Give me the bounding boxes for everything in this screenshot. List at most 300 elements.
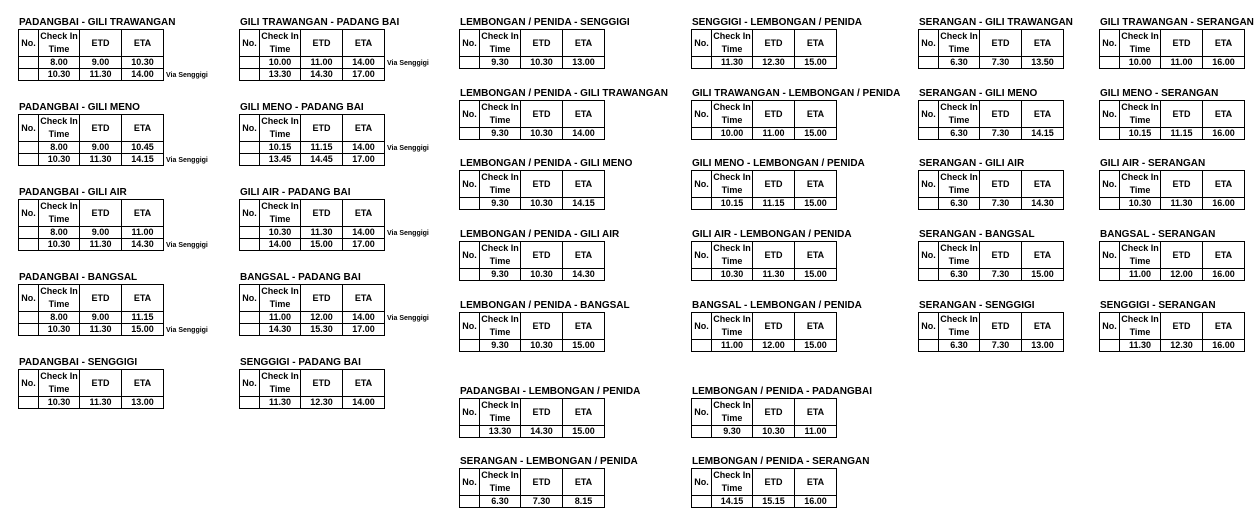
- col-header-checkin: Check In Time: [712, 242, 753, 269]
- cell-checkin: 9.30: [480, 57, 521, 69]
- cell-eta: 15.00: [122, 324, 164, 336]
- cell-no: [692, 128, 712, 140]
- table-row: [692, 496, 837, 508]
- cell-checkin: 10.00: [1120, 57, 1161, 69]
- col-header-checkin: Check In Time: [480, 469, 521, 496]
- col-header-checkin: Check In Time: [39, 30, 80, 57]
- col-header-no: No.: [460, 171, 480, 198]
- schedule-table: [459, 312, 605, 352]
- cell-checkin: 14.00: [260, 239, 301, 251]
- route-block: [18, 356, 164, 409]
- cell-no: [240, 239, 260, 251]
- cell-checkin: 10.15: [1120, 128, 1161, 140]
- route-title: SENGGIGI - LEMBONGAN / PENIDA: [692, 17, 863, 28]
- table-row: [19, 69, 164, 81]
- route-block: [1099, 87, 1245, 140]
- header-row: [1100, 30, 1245, 57]
- cell-no: [1100, 128, 1120, 140]
- header-row: [919, 30, 1064, 57]
- table-row: [240, 312, 385, 324]
- route-title: PADANGBAI - GILI MENO: [19, 102, 140, 113]
- cell-checkin: 10.30: [39, 69, 80, 81]
- cell-etd: 11.00: [301, 57, 343, 69]
- table-row: [240, 239, 385, 251]
- cell-eta: 17.00: [343, 69, 385, 81]
- col-header-eta: ETA: [563, 242, 605, 269]
- cell-no: [692, 426, 712, 438]
- route-title: BANGSAL - LEMBONGAN / PENIDA: [692, 300, 862, 311]
- col-header-no: No.: [1100, 313, 1120, 340]
- col-header-etd: ETD: [80, 285, 122, 312]
- route-block: [1099, 157, 1245, 210]
- route-block: [918, 299, 1064, 352]
- cell-eta: 14.15: [122, 154, 164, 166]
- cell-checkin: 11.00: [260, 312, 301, 324]
- col-header-eta: ETA: [795, 242, 837, 269]
- table-row: [19, 239, 164, 251]
- cell-etd: 12.30: [301, 397, 343, 409]
- cell-etd: 11.00: [753, 128, 795, 140]
- cell-checkin: 10.30: [1120, 198, 1161, 210]
- route-title: SERANGAN - GILI AIR: [919, 158, 1025, 169]
- table-row: [692, 426, 837, 438]
- route-title: LEMBONGAN / PENIDA - GILI AIR: [460, 229, 620, 240]
- cell-eta: 8.15: [563, 496, 605, 508]
- route-block: [459, 299, 630, 352]
- header-row: [19, 370, 164, 397]
- schedule-table: [691, 398, 837, 438]
- header-row: [460, 242, 605, 269]
- schedule-table: [459, 398, 605, 438]
- route-block: [691, 16, 862, 69]
- cell-no: [1100, 269, 1120, 281]
- cell-etd: 11.30: [80, 154, 122, 166]
- cell-no: [19, 312, 39, 324]
- table-row: [460, 340, 605, 352]
- table-row: [692, 340, 837, 352]
- cell-checkin: 9.30: [480, 128, 521, 140]
- col-header-eta: ETA: [563, 469, 605, 496]
- cell-no: [692, 269, 712, 281]
- cell-no: [1100, 198, 1120, 210]
- table-row: [19, 324, 164, 336]
- cell-checkin: 10.15: [260, 142, 301, 154]
- schedule-table: [459, 468, 605, 508]
- cell-etd: 11.30: [80, 69, 122, 81]
- cell-checkin: 10.30: [39, 397, 80, 409]
- col-header-checkin: Check In Time: [712, 30, 753, 57]
- route-title: PADANGBAI - BANGSAL: [19, 272, 138, 283]
- col-header-no: No.: [240, 370, 260, 397]
- cell-eta: 14.00: [122, 69, 164, 81]
- col-header-etd: ETD: [753, 242, 795, 269]
- col-header-eta: ETA: [795, 101, 837, 128]
- cell-etd: 10.30: [753, 426, 795, 438]
- col-header-etd: ETD: [980, 101, 1022, 128]
- cell-eta: 14.00: [343, 312, 385, 324]
- col-header-checkin: Check In Time: [260, 115, 301, 142]
- route-title: LEMBONGAN / PENIDA - SERANGAN: [692, 456, 870, 467]
- col-header-no: No.: [919, 242, 939, 269]
- col-header-checkin: Check In Time: [480, 242, 521, 269]
- table-row: [919, 57, 1064, 69]
- col-header-no: No.: [1100, 30, 1120, 57]
- col-header-etd: ETD: [80, 115, 122, 142]
- route-block: [918, 87, 1064, 140]
- cell-no: [240, 57, 260, 69]
- cell-no: [19, 69, 39, 81]
- route-block: [239, 16, 429, 81]
- cell-no: [460, 269, 480, 281]
- cell-no: [460, 426, 480, 438]
- route-block: [1099, 228, 1245, 281]
- cell-eta: 16.00: [1203, 128, 1245, 140]
- route-title: LEMBONGAN / PENIDA - PADANGBAI: [692, 386, 872, 397]
- col-header-no: No.: [19, 115, 39, 142]
- col-header-no: No.: [240, 115, 260, 142]
- header-row: [692, 101, 837, 128]
- route-block: [459, 16, 630, 69]
- col-header-checkin: Check In Time: [480, 101, 521, 128]
- schedule-table: [239, 284, 385, 336]
- route-block: [18, 101, 208, 166]
- schedule-table: [239, 29, 385, 81]
- col-header-checkin: Check In Time: [1120, 242, 1161, 269]
- col-header-etd: ETD: [1161, 101, 1203, 128]
- cell-checkin: 11.30: [260, 397, 301, 409]
- header-row: [240, 30, 385, 57]
- header-row: [460, 30, 605, 57]
- col-header-eta: ETA: [343, 370, 385, 397]
- cell-no: [19, 397, 39, 409]
- via-note: Via Senggigi: [387, 315, 429, 322]
- col-header-eta: ETA: [1022, 101, 1064, 128]
- cell-eta: 13.50: [1022, 57, 1064, 69]
- cell-eta: 11.00: [795, 426, 837, 438]
- route-block: [918, 228, 1064, 281]
- cell-checkin: 14.15: [712, 496, 753, 508]
- col-header-no: No.: [460, 469, 480, 496]
- cell-checkin: 14.30: [260, 324, 301, 336]
- route-title: SERANGAN - BANGSAL: [919, 229, 1035, 240]
- header-row: [460, 469, 605, 496]
- header-row: [460, 399, 605, 426]
- via-note: Via Senggigi: [166, 242, 208, 249]
- route-block: [239, 101, 429, 166]
- cell-no: [1100, 340, 1120, 352]
- cell-etd: 9.00: [80, 312, 122, 324]
- table-row: [692, 57, 837, 69]
- col-header-checkin: Check In Time: [260, 30, 301, 57]
- cell-etd: 12.30: [753, 57, 795, 69]
- header-row: [19, 285, 164, 312]
- route-block: [18, 186, 208, 251]
- cell-eta: 16.00: [795, 496, 837, 508]
- col-header-eta: ETA: [563, 101, 605, 128]
- col-header-etd: ETD: [980, 313, 1022, 340]
- header-row: [919, 101, 1064, 128]
- table-row: [919, 128, 1064, 140]
- cell-eta: 15.00: [1022, 269, 1064, 281]
- cell-checkin: 13.30: [480, 426, 521, 438]
- cell-no: [240, 397, 260, 409]
- table-row: [1100, 198, 1245, 210]
- cell-eta: 11.00: [122, 227, 164, 239]
- cell-checkin: 11.30: [712, 57, 753, 69]
- schedule-table: [459, 100, 605, 140]
- schedule-table: [691, 468, 837, 508]
- via-note: Via Senggigi: [166, 157, 208, 164]
- col-header-checkin: Check In Time: [260, 285, 301, 312]
- cell-eta: 13.00: [563, 57, 605, 69]
- cell-eta: 14.30: [122, 239, 164, 251]
- route-title: GILI AIR - LEMBONGAN / PENIDA: [692, 229, 852, 240]
- col-header-etd: ETD: [753, 101, 795, 128]
- col-header-eta: ETA: [563, 171, 605, 198]
- col-header-etd: ETD: [753, 171, 795, 198]
- cell-checkin: 10.00: [260, 57, 301, 69]
- schedule-table: [691, 100, 837, 140]
- table-row: [460, 426, 605, 438]
- header-row: [460, 313, 605, 340]
- col-header-etd: ETD: [301, 200, 343, 227]
- cell-etd: 12.00: [753, 340, 795, 352]
- cell-no: [1100, 57, 1120, 69]
- cell-eta: 14.00: [343, 227, 385, 239]
- cell-checkin: 10.30: [39, 239, 80, 251]
- route-title: GILI TRAWANGAN - PADANG BAI: [240, 17, 400, 28]
- route-block: [918, 157, 1064, 210]
- col-header-etd: ETD: [1161, 30, 1203, 57]
- header-row: [919, 242, 1064, 269]
- cell-etd: 9.00: [80, 57, 122, 69]
- col-header-eta: ETA: [122, 200, 164, 227]
- col-header-checkin: Check In Time: [939, 30, 980, 57]
- cell-checkin: 13.30: [260, 69, 301, 81]
- table-row: [460, 57, 605, 69]
- cell-eta: 14.00: [343, 397, 385, 409]
- cell-no: [240, 312, 260, 324]
- route-title: SERANGAN - GILI MENO: [919, 88, 1038, 99]
- col-header-checkin: Check In Time: [939, 171, 980, 198]
- route-title: LEMBONGAN / PENIDA - BANGSAL: [460, 300, 630, 311]
- cell-no: [692, 57, 712, 69]
- cell-no: [919, 269, 939, 281]
- col-header-eta: ETA: [795, 313, 837, 340]
- cell-no: [19, 227, 39, 239]
- col-header-eta: ETA: [343, 200, 385, 227]
- cell-etd: 15.30: [301, 324, 343, 336]
- header-row: [19, 30, 164, 57]
- schedule-table: [18, 114, 164, 166]
- table-row: [460, 496, 605, 508]
- cell-checkin: 9.30: [480, 340, 521, 352]
- schedule-table: [918, 312, 1064, 352]
- route-title: PADANGBAI - GILI AIR: [19, 187, 127, 198]
- cell-etd: 10.30: [521, 340, 563, 352]
- route-title: LEMBONGAN / PENIDA - SENGGIGI: [460, 17, 630, 28]
- schedule-table: [1099, 29, 1245, 69]
- cell-eta: 17.00: [343, 154, 385, 166]
- cell-etd: 11.15: [753, 198, 795, 210]
- cell-eta: 17.00: [343, 324, 385, 336]
- col-header-eta: ETA: [563, 399, 605, 426]
- col-header-eta: ETA: [1203, 101, 1245, 128]
- cell-etd: 11.30: [80, 397, 122, 409]
- cell-etd: 12.00: [1161, 269, 1203, 281]
- cell-etd: 11.30: [80, 324, 122, 336]
- col-header-eta: ETA: [1203, 242, 1245, 269]
- cell-no: [460, 57, 480, 69]
- cell-checkin: 9.30: [712, 426, 753, 438]
- schedule-table: [691, 170, 837, 210]
- via-note: Via Senggigi: [166, 72, 208, 79]
- col-header-no: No.: [19, 200, 39, 227]
- cell-no: [692, 340, 712, 352]
- cell-checkin: 11.00: [1120, 269, 1161, 281]
- table-row: [919, 340, 1064, 352]
- cell-checkin: 6.30: [939, 128, 980, 140]
- route-block: [239, 186, 429, 251]
- col-header-etd: ETD: [521, 469, 563, 496]
- table-row: [240, 397, 385, 409]
- table-row: [1100, 57, 1245, 69]
- table-row: [460, 269, 605, 281]
- cell-etd: 10.30: [521, 269, 563, 281]
- header-row: [692, 30, 837, 57]
- cell-checkin: 11.00: [712, 340, 753, 352]
- cell-no: [919, 57, 939, 69]
- table-row: [919, 269, 1064, 281]
- cell-no: [240, 69, 260, 81]
- cell-eta: 15.00: [795, 269, 837, 281]
- cell-etd: 11.30: [80, 239, 122, 251]
- cell-checkin: 6.30: [939, 340, 980, 352]
- col-header-eta: ETA: [1022, 242, 1064, 269]
- schedule-table: [918, 170, 1064, 210]
- col-header-checkin: Check In Time: [712, 399, 753, 426]
- cell-checkin: 10.30: [260, 227, 301, 239]
- table-row: [19, 397, 164, 409]
- cell-eta: 16.00: [1203, 57, 1245, 69]
- route-block: [691, 385, 872, 438]
- col-header-checkin: Check In Time: [260, 200, 301, 227]
- route-block: [459, 228, 619, 281]
- table-row: [240, 324, 385, 336]
- table-row: [1100, 269, 1245, 281]
- header-row: [692, 469, 837, 496]
- col-header-eta: ETA: [1203, 30, 1245, 57]
- schedule-table: [239, 114, 385, 166]
- cell-checkin: 9.30: [480, 269, 521, 281]
- header-row: [1100, 242, 1245, 269]
- header-row: [240, 115, 385, 142]
- route-block: [918, 16, 1073, 69]
- cell-checkin: 13.45: [260, 154, 301, 166]
- col-header-etd: ETD: [521, 399, 563, 426]
- col-header-checkin: Check In Time: [939, 313, 980, 340]
- col-header-eta: ETA: [795, 171, 837, 198]
- col-header-eta: ETA: [122, 30, 164, 57]
- col-header-no: No.: [240, 285, 260, 312]
- route-block: [691, 87, 900, 140]
- cell-eta: 14.15: [1022, 128, 1064, 140]
- cell-eta: 16.00: [1203, 198, 1245, 210]
- cell-etd: 10.30: [521, 128, 563, 140]
- schedule-table: [1099, 241, 1245, 281]
- col-header-etd: ETD: [753, 313, 795, 340]
- col-header-no: No.: [1100, 101, 1120, 128]
- cell-etd: 7.30: [980, 128, 1022, 140]
- header-row: [19, 115, 164, 142]
- cell-checkin: 8.00: [39, 312, 80, 324]
- route-title: GILI MENO - SERANGAN: [1100, 88, 1219, 99]
- cell-no: [460, 128, 480, 140]
- route-block: [691, 228, 852, 281]
- col-header-no: No.: [19, 30, 39, 57]
- col-header-eta: ETA: [563, 313, 605, 340]
- col-header-no: No.: [919, 30, 939, 57]
- col-header-eta: ETA: [122, 285, 164, 312]
- header-row: [919, 171, 1064, 198]
- col-header-eta: ETA: [795, 30, 837, 57]
- cell-etd: 7.30: [980, 269, 1022, 281]
- schedule-table: [18, 284, 164, 336]
- header-row: [240, 200, 385, 227]
- col-header-checkin: Check In Time: [1120, 313, 1161, 340]
- col-header-eta: ETA: [343, 115, 385, 142]
- header-row: [692, 313, 837, 340]
- route-block: [459, 157, 632, 210]
- col-header-no: No.: [19, 285, 39, 312]
- route-title: GILI AIR - PADANG BAI: [240, 187, 351, 198]
- col-header-eta: ETA: [1022, 313, 1064, 340]
- table-row: [460, 128, 605, 140]
- col-header-checkin: Check In Time: [480, 171, 521, 198]
- col-header-etd: ETD: [521, 30, 563, 57]
- col-header-checkin: Check In Time: [39, 115, 80, 142]
- route-title: BANGSAL - PADANG BAI: [240, 272, 361, 283]
- cell-eta: 15.00: [795, 57, 837, 69]
- col-header-eta: ETA: [795, 469, 837, 496]
- route-title: PADANGBAI - GILI TRAWANGAN: [19, 17, 176, 28]
- cell-eta: 13.00: [122, 397, 164, 409]
- cell-eta: 16.00: [1203, 269, 1245, 281]
- route-block: [459, 87, 668, 140]
- cell-eta: 15.00: [795, 198, 837, 210]
- col-header-checkin: Check In Time: [712, 313, 753, 340]
- cell-eta: 17.00: [343, 239, 385, 251]
- cell-etd: 15.15: [753, 496, 795, 508]
- col-header-checkin: Check In Time: [712, 101, 753, 128]
- col-header-etd: ETD: [1161, 313, 1203, 340]
- route-title: GILI AIR - SERANGAN: [1100, 158, 1206, 169]
- cell-eta: 15.00: [795, 340, 837, 352]
- cell-no: [692, 496, 712, 508]
- col-header-etd: ETD: [521, 242, 563, 269]
- col-header-etd: ETD: [301, 370, 343, 397]
- schedule-table: [918, 29, 1064, 69]
- cell-checkin: 10.30: [39, 154, 80, 166]
- via-note: Via Senggigi: [387, 230, 429, 237]
- route-title: SENGGIGI - PADANG BAI: [240, 357, 361, 368]
- route-title: GILI MENO - LEMBONGAN / PENIDA: [692, 158, 865, 169]
- cell-no: [460, 496, 480, 508]
- cell-eta: 14.00: [563, 128, 605, 140]
- cell-etd: 12.00: [301, 312, 343, 324]
- col-header-eta: ETA: [1203, 171, 1245, 198]
- cell-etd: 7.30: [521, 496, 563, 508]
